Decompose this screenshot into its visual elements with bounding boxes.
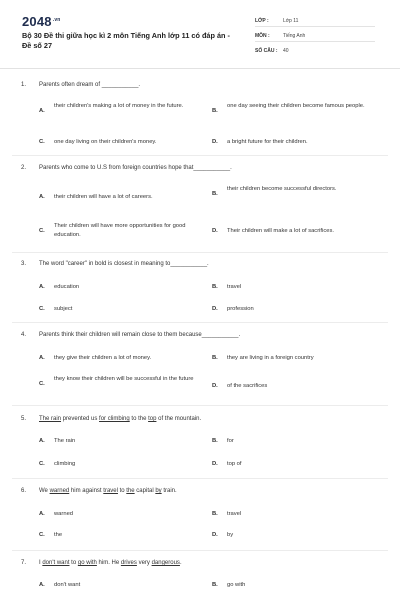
divider <box>255 41 375 42</box>
question-number: 1. <box>21 82 27 88</box>
question-number: 6. <box>21 488 27 494</box>
option-letter: B. <box>212 438 218 444</box>
option-text: The rain <box>54 438 76 444</box>
subject-value: Tiếng Anh <box>283 33 306 39</box>
question-divider <box>12 478 388 479</box>
option-letter: D. <box>212 139 218 145</box>
stem-part: capital <box>134 488 156 494</box>
stem-part: prevented us <box>61 416 100 422</box>
count-value: 40 <box>283 48 289 54</box>
question-number: 2. <box>21 165 27 171</box>
option-letter: B. <box>212 511 218 517</box>
question-stem <box>39 416 201 422</box>
stem-part: him against <box>69 488 104 494</box>
stem-part: go with <box>77 560 97 566</box>
class-value: Lớp 11 <box>283 18 299 24</box>
option-text: they give their children a lot of money. <box>54 355 152 361</box>
option-text: one day seeing their children become famous people. <box>227 103 365 109</box>
option-text: of the sacrifices <box>227 383 268 389</box>
stem-part: by <box>155 488 162 494</box>
option-text: travel <box>227 284 242 290</box>
stem-part: to <box>117 488 127 494</box>
option-text: for <box>227 438 234 444</box>
option-letter: C. <box>39 139 45 145</box>
option-letter: A. <box>39 438 45 444</box>
stem-part: him. He <box>96 560 121 566</box>
stem-part: The rain <box>39 416 62 422</box>
option-text: go with <box>227 582 246 588</box>
stem-part: warned <box>49 488 70 494</box>
question-divider <box>12 322 388 323</box>
option-text: don't want <box>54 582 81 588</box>
option-letter: C. <box>39 381 45 387</box>
option-text: subject <box>54 306 73 312</box>
logo-suffix: .vn <box>52 16 61 23</box>
option-letter: A. <box>39 355 45 361</box>
option-letter: D. <box>212 461 218 467</box>
stem-part: very <box>136 560 152 566</box>
question-divider <box>12 252 388 253</box>
count-label: SỐ CÂU : <box>255 48 278 54</box>
stem-part: train. <box>161 488 177 494</box>
question-divider <box>12 550 388 551</box>
option-text: they are living in a foreign country <box>227 355 314 361</box>
stem-part: of the mountain. <box>156 416 202 422</box>
option-text: Their children will have more opportunities for good education. <box>54 223 186 238</box>
option-text: climbing <box>54 461 76 467</box>
option-letter: A. <box>39 582 45 588</box>
stem-part: dangerous <box>151 560 180 566</box>
logo-text: 2048 <box>22 14 52 29</box>
class-label: LỚP : <box>255 18 269 24</box>
question-number: 4. <box>21 332 27 338</box>
stem-part: . <box>179 560 182 566</box>
option-text: education <box>54 284 80 290</box>
option-text: warned <box>54 511 74 517</box>
question-stem: Parents who come to U.S from foreign countries hope that___________. <box>39 165 232 171</box>
stem-part: to the <box>129 416 149 422</box>
stem-part: the <box>126 488 135 494</box>
option-text: top of <box>227 461 242 467</box>
option-letter: B. <box>212 191 218 197</box>
stem-part: to <box>69 560 78 566</box>
question-stem <box>39 488 177 494</box>
question-stem: Parents think their children will remain close to them because___________. <box>39 332 241 338</box>
stem-part: I <box>39 560 43 566</box>
option-letter: C. <box>39 228 45 234</box>
stem-part: We <box>39 488 50 494</box>
stem-part: travel <box>103 488 118 494</box>
option-text: the <box>54 532 63 538</box>
stem-part: drives <box>120 560 137 566</box>
option-text: by <box>227 532 234 538</box>
option-letter: B. <box>212 582 218 588</box>
option-letter: A. <box>39 108 45 114</box>
question-stem: The word "career" in bold is closest in meaning to___________. <box>39 261 209 267</box>
divider <box>255 26 375 27</box>
option-letter: C. <box>39 306 45 312</box>
site-logo[interactable] <box>22 14 61 29</box>
option-text: their children's making a lot of money in the future. <box>54 103 184 109</box>
subject-label: MÔN : <box>255 33 270 39</box>
document-header <box>0 0 400 69</box>
option-text: their children will have a lot of careers. <box>54 194 153 200</box>
option-text: a bright future for their children. <box>227 139 308 145</box>
option-letter: C. <box>39 461 45 467</box>
question-number: 3. <box>21 261 27 267</box>
stem-part: don't want <box>42 560 70 566</box>
option-letter: D. <box>212 532 218 538</box>
option-letter: D. <box>212 383 218 389</box>
question-divider <box>12 405 388 406</box>
document-title: Bộ 30 Đề thi giữa học kì 2 môn Tiếng Anh lớp 11 có đáp án - Đề số 27 <box>22 31 230 50</box>
option-text: they know their children will be successful in the future <box>54 376 194 382</box>
option-text: one day living on their children's money. <box>54 139 157 145</box>
question-number: 7. <box>21 560 27 566</box>
option-text: Their children will make a lot of sacrifices. <box>227 228 334 234</box>
option-letter: D. <box>212 306 218 312</box>
option-letter: B. <box>212 108 218 114</box>
option-letter: D. <box>212 228 218 234</box>
stem-part: for climbing <box>99 416 130 422</box>
option-letter: B. <box>212 355 218 361</box>
question-divider <box>12 155 388 156</box>
option-letter: B. <box>212 284 218 290</box>
option-text: profession <box>227 306 254 312</box>
stem-part: top <box>148 416 157 422</box>
question-stem: Parents often dream of ___________. <box>39 82 141 88</box>
option-letter: A. <box>39 194 45 200</box>
option-letter: A. <box>39 284 45 290</box>
option-text: travel <box>227 511 242 517</box>
option-text: their children become successful directors. <box>227 186 337 192</box>
option-letter: C. <box>39 532 45 538</box>
question-number: 5. <box>21 416 27 422</box>
question-stem <box>39 560 182 566</box>
option-letter: A. <box>39 511 45 517</box>
